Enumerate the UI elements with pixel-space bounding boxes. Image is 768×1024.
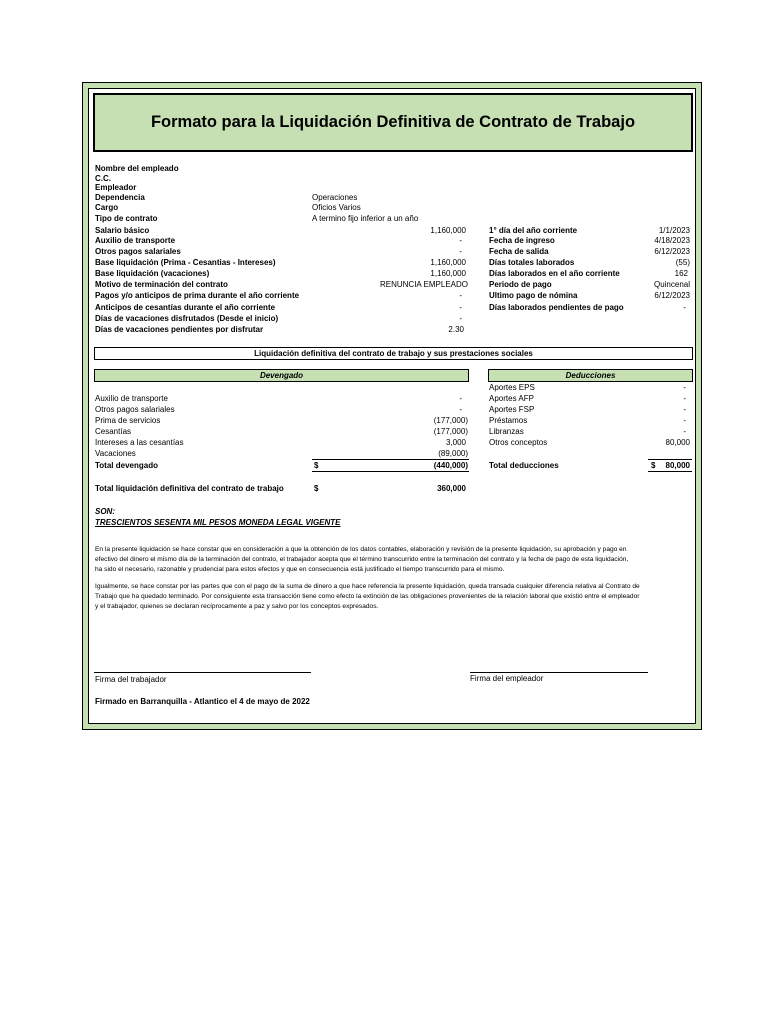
left-row-value: 1,160,000 [430,258,466,267]
paragraph-line: Trabajo que ha quedado terminado. Por consiguiente esta transacción tiene como efecto la extinción de las obligaciones provenientes de la relación laboral que existió entre el empleador [95,593,640,600]
deduccion-row-label: Otros conceptos [489,438,548,447]
deducciones-total-underline [648,471,692,472]
devengado-row-value: - [459,405,462,414]
left-row-label: Auxilio de transporte [95,236,176,245]
devengado-row-value: 3,000 [445,438,466,447]
left-row-label: Días de vacaciones disfrutados (Desde el inicio) [95,314,279,323]
right-row-label: Periodo de pago [489,280,552,289]
devengado-total-underline [312,471,469,472]
left-row-label: Base liquidación (vacaciones) [95,269,210,278]
page-title: Formato para la Liquidación Definitiva de Contrato de Trabajo [150,113,636,131]
son-label: SON: [95,507,115,516]
department-value: Operaciones [312,193,358,202]
devengado-header-text: Devengado [259,371,304,380]
devengado-row-value: (177,000) [433,427,468,436]
son-amount-words: TRESCIENTOS SESENTA MIL PESOS MONEDA LEGAL VIGENTE [95,518,341,527]
deducciones-total-label: Total deducciones [489,461,559,470]
devengado-row-label: Cesantías [95,427,132,436]
left-row-value: - [459,291,462,300]
department-label: Dependencia [95,193,145,202]
deduccion-row-label: Aportes FSP [489,405,535,414]
deduccion-row-label: Aportes EPS [489,383,535,392]
left-row-value: 1,160,000 [430,226,466,235]
grand-total-currency: $ [314,484,319,493]
right-row-value: 1/1/2023 [658,226,690,235]
deduccion-row-label: Libranzas [489,427,524,436]
deduccion-row-label: Aportes AFP [489,394,534,403]
left-row-value: - [459,236,462,245]
deduccion-row-label: Préstamos [489,416,528,425]
contract-type-label: Tipo de contrato [95,214,158,223]
right-row-label: Días laborados pendientes de pago [489,303,624,312]
devengado-total-currency: $ [314,461,319,470]
devengado-row-value: (89,000) [438,449,468,458]
left-row-value: - [459,314,462,323]
left-row-value: 2.30 [448,325,464,334]
deduccion-row-value: - [683,394,686,403]
right-row-label: Ultimo pago de nómina [489,291,578,300]
left-row-label: Anticipos de cesantías durante el año corriente [95,303,276,312]
devengado-header [94,369,469,382]
devengado-row-label: Otros pagos salariales [95,405,175,414]
deduccion-row-value: - [683,383,686,392]
paragraph-line: En la presente liquidación se hace constar que en consideración a que la obtención de los datos contables, elaboración y revisión de la presente liquidación, su aprobación y pago en [95,546,627,553]
devengado-row-label: Vacaciones [95,449,136,458]
left-row-value: - [459,247,462,256]
right-row-value: 162 [674,269,688,278]
left-row-label: Días de vacaciones pendientes por disfrutar [95,325,264,334]
employer-signature-label: Firma del empleador [470,674,544,683]
left-row-label: Pagos y/o anticipos de prima durante el año corriente [95,291,300,300]
right-row-label: Fecha de salida [489,247,549,256]
right-row-value: 6/12/2023 [654,247,690,256]
deducciones-total-value: 80,000 [665,461,690,470]
paragraph-line: ha sido el necesario, razonable y prudencial para estos efectos y que en consecuencia está justificado el tiempo transcurrido para el mismo. [95,566,505,573]
devengado-row-value: (177,000) [433,416,468,425]
devengado-row-label: Auxilio de transporte [95,394,168,403]
employer-label: Empleador [95,183,137,192]
right-row-value: 6/12/2023 [654,291,690,300]
right-row-label: 1° día del año corriente [489,226,578,235]
devengado-row-label: Intereses a las cesantías [95,438,184,447]
deduccion-row-value: - [683,405,686,414]
paragraph-line: Igualmente, se hace constar por las partes que con el pago de la suma de dinero a que hace referencia la presente liquidación, queda transada cualquier diferencia relativa al Contrato de [95,583,640,590]
worker-signature-line [94,672,311,673]
position-label: Cargo [95,203,119,212]
right-row-value: Quincenal [653,280,690,289]
right-row-value: 4/18/2023 [654,236,690,245]
title-banner [93,93,693,152]
right-row-value: (55) [675,258,690,267]
deduccion-row-value: - [683,427,686,436]
left-row-value: RENUNCIA EMPLEADO [379,280,468,289]
devengado-row-value: - [459,394,462,403]
devengado-total-label: Total devengado [95,461,158,470]
grand-total-value: 360,000 [437,484,466,493]
right-row-label: Días totales laborados [489,258,575,267]
paragraph-line: efectivo del dinero el mismo día de la terminación del contrato, el trabajador acepta que el término transcurrido entre la terminación del contrato y la fecha de pago de esta liquidación, [95,556,629,563]
devengado-total-value: (440,000) [433,461,468,470]
deducciones-total-currency: $ [651,461,656,470]
right-row-label: Fecha de ingreso [489,236,555,245]
right-row-value: - [683,303,686,312]
worker-signature-label: Firma del trabajador [95,675,167,684]
signed-place-date: Firmado en Barranquilla - Atlantico el 4 de mayo de 2022 [95,697,310,706]
left-row-value: - [459,303,462,312]
paragraph-line: y el trabajador, quienes se declaran recíprocamente a paz y salvo por los conceptos expresados. [95,603,379,610]
grand-total-label: Total liquidación definitiva del contrato de trabajo [95,484,284,493]
position-value: Oficios Varios [312,203,361,212]
devengado-row-label: Prima de servicios [95,416,161,425]
left-row-label: Otros pagos salariales [95,247,181,256]
employee-id-label: C.C. [95,174,111,183]
left-row-label: Base liquidación (Prima - Cesantias - Intereses) [95,258,276,267]
deducciones-header [488,369,693,382]
paragraph-settlement [95,582,695,612]
deduccion-row-value: - [683,416,686,425]
section-title [94,347,693,360]
employee-name-label: Nombre del empleado [95,164,179,173]
paragraph-acceptance [95,545,695,575]
contract-type-value: A termino fijo inferior a un año [312,214,419,223]
deduccion-row-value: 80,000 [665,438,690,447]
right-row-label: Días laborados en el año corriente [489,269,620,278]
left-row-value: 1,160,000 [430,269,466,278]
left-row-label: Motivo de terminación del contrato [95,280,228,289]
left-row-label: Salario básico [95,226,150,235]
section-title-text: Liquidación definitiva del contrato de trabajo y sus prestaciones sociales [254,349,533,358]
deducciones-header-text: Deducciones [565,371,616,380]
